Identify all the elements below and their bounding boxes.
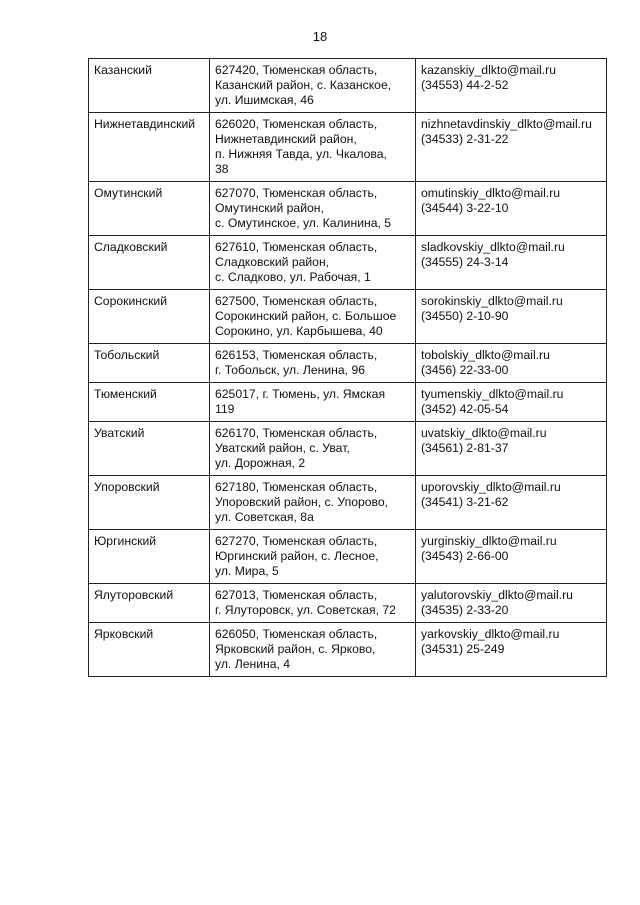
- address-line: п. Нижняя Тавда, ул. Чкалова,: [215, 147, 387, 161]
- district-name: Нижнетавдинский: [94, 117, 196, 131]
- address-line: ул. Мира, 5: [215, 564, 279, 578]
- phone-number: (3456) 22-33-00: [421, 363, 509, 377]
- address-cell: [210, 59, 416, 113]
- address-cell: [210, 623, 416, 677]
- address-line: Сладковский район,: [215, 255, 330, 269]
- table-row: [89, 290, 607, 344]
- district-name: Упоровский: [94, 480, 160, 494]
- email-address: sladkovskiy_dlkto@mail.ru: [421, 240, 565, 254]
- district-name: Ялуторовский: [94, 588, 174, 602]
- email-address: omutinskiy_dlkto@mail.ru: [421, 186, 561, 200]
- phone-number: (3452) 42-05-54: [421, 402, 509, 416]
- district-name: Уватский: [94, 426, 145, 440]
- district-name: Тюменский: [94, 387, 157, 401]
- phone-number: (34553) 44-2-52: [421, 78, 509, 92]
- district-name: Тобольский: [94, 348, 160, 362]
- address-line: 627180, Тюменская область,: [215, 480, 378, 494]
- address-line: 627500, Тюменская область,: [215, 294, 378, 308]
- district-cell: [89, 383, 210, 422]
- contact-cell: [416, 530, 607, 584]
- address-cell: [210, 422, 416, 476]
- address-cell: [210, 182, 416, 236]
- district-cell: [89, 236, 210, 290]
- district-cell: [89, 584, 210, 623]
- email-address: yarkovskiy_dlkto@mail.ru: [421, 627, 560, 641]
- contact-cell: [416, 344, 607, 383]
- address-line: 627610, Тюменская область,: [215, 240, 378, 254]
- address-line: 627270, Тюменская область,: [215, 534, 378, 548]
- table-row: [89, 476, 607, 530]
- address-line: 627420, Тюменская область,: [215, 63, 378, 77]
- district-cell: [89, 476, 210, 530]
- contact-cell: [416, 422, 607, 476]
- address-line: г. Ялуторовск, ул. Советская, 72: [215, 603, 396, 617]
- district-cell: [89, 344, 210, 383]
- contact-cell: [416, 623, 607, 677]
- table-row: [89, 59, 607, 113]
- phone-number: (34541) 3-21-62: [421, 495, 509, 509]
- address-line: 626050, Тюменская область,: [215, 627, 378, 641]
- table-row: [89, 182, 607, 236]
- address-line: Нижнетавдинский район,: [215, 132, 357, 146]
- email-address: sorokinskiy_dlkto@mail.ru: [421, 294, 563, 308]
- email-address: uvatskiy_dlkto@mail.ru: [421, 426, 547, 440]
- contact-cell: [416, 59, 607, 113]
- district-contacts-table: [88, 58, 607, 677]
- address-line: ул. Дорожная, 2: [215, 456, 306, 470]
- address-line: 625017, г. Тюмень, ул. Ямская: [215, 387, 386, 401]
- phone-number: (34561) 2-81-37: [421, 441, 509, 455]
- address-line: Сорокино, ул. Карбышева, 40: [215, 324, 383, 338]
- table-row: [89, 236, 607, 290]
- phone-number: (34544) 3-22-10: [421, 201, 509, 215]
- address-line: ул. Советская, 8а: [215, 510, 314, 524]
- address-line: 626020, Тюменская область,: [215, 117, 378, 131]
- address-line: Ярковский район, с. Ярково,: [215, 642, 376, 656]
- district-cell: [89, 59, 210, 113]
- contact-cell: [416, 584, 607, 623]
- email-address: uporovskiy_dlkto@mail.ru: [421, 480, 561, 494]
- district-cell: [89, 623, 210, 677]
- contact-cell: [416, 236, 607, 290]
- address-line: с. Сладково, ул. Рабочая, 1: [215, 270, 371, 284]
- address-line: 119: [215, 402, 235, 416]
- contact-cell: [416, 290, 607, 344]
- address-cell: [210, 290, 416, 344]
- address-line: 627013, Тюменская область,: [215, 588, 378, 602]
- phone-number: (34535) 2-33-20: [421, 603, 509, 617]
- contact-cell: [416, 383, 607, 422]
- table-row: [89, 383, 607, 422]
- address-line: Омутинский район,: [215, 201, 324, 215]
- address-line: Сорокинский район, с. Большое: [215, 309, 397, 323]
- address-cell: [210, 530, 416, 584]
- email-address: yurginskiy_dlkto@mail.ru: [421, 534, 557, 548]
- address-line: 626170, Тюменская область,: [215, 426, 378, 440]
- phone-number: (34550) 2-10-90: [421, 309, 509, 323]
- district-cell: [89, 422, 210, 476]
- phone-number: (34533) 2-31-22: [421, 132, 509, 146]
- district-cell: [89, 182, 210, 236]
- phone-number: (34555) 24-3-14: [421, 255, 509, 269]
- contact-cell: [416, 182, 607, 236]
- address-line: Юргинский район, с. Лесное,: [215, 549, 379, 563]
- district-cell: [89, 113, 210, 182]
- address-cell: [210, 476, 416, 530]
- email-address: nizhnetavdinskiy_dlkto@mail.ru: [421, 117, 592, 131]
- table-body: [89, 59, 607, 677]
- district-name: Омутинский: [94, 186, 163, 200]
- district-name: Сладковский: [94, 240, 168, 254]
- address-line: Уватский район, с. Уват,: [215, 441, 350, 455]
- phone-number: (34543) 2-66-00: [421, 549, 509, 563]
- district-cell: [89, 290, 210, 344]
- address-line: ул. Ишимская, 46: [215, 93, 314, 107]
- address-cell: [210, 383, 416, 422]
- email-address: tobolskiy_dlkto@mail.ru: [421, 348, 550, 362]
- address-cell: [210, 584, 416, 623]
- address-line: Казанский район, с. Казанское,: [215, 78, 392, 92]
- district-name: Юргинский: [94, 534, 157, 548]
- district-name: Сорокинский: [94, 294, 168, 308]
- contact-cell: [416, 476, 607, 530]
- contact-cell: [416, 113, 607, 182]
- email-address: yalutorovskiy_dlkto@mail.ru: [421, 588, 573, 602]
- address-cell: [210, 236, 416, 290]
- table-row: [89, 623, 607, 677]
- table-row: [89, 530, 607, 584]
- address-line: 627070, Тюменская область,: [215, 186, 378, 200]
- table-row: [89, 422, 607, 476]
- address-line: ул. Ленина, 4: [215, 657, 291, 671]
- address-line: с. Омутинское, ул. Калинина, 5: [215, 216, 392, 230]
- email-address: tyumenskiy_dlkto@mail.ru: [421, 387, 564, 401]
- address-cell: [210, 113, 416, 182]
- email-address: kazanskiy_dlkto@mail.ru: [421, 63, 556, 77]
- district-name: Казанский: [94, 63, 152, 77]
- address-line: 38: [215, 162, 229, 176]
- address-line: Упоровский район, с. Упорово,: [215, 495, 389, 509]
- table-row: [89, 344, 607, 383]
- address-line: 626153, Тюменская область,: [215, 348, 378, 362]
- page-number: 18: [312, 29, 328, 44]
- table-row: [89, 113, 607, 182]
- district-name: Ярковский: [94, 627, 154, 641]
- district-cell: [89, 530, 210, 584]
- address-cell: [210, 344, 416, 383]
- phone-number: (34531) 25-249: [421, 642, 505, 656]
- address-line: г. Тобольск, ул. Ленина, 96: [215, 363, 366, 377]
- table-row: [89, 584, 607, 623]
